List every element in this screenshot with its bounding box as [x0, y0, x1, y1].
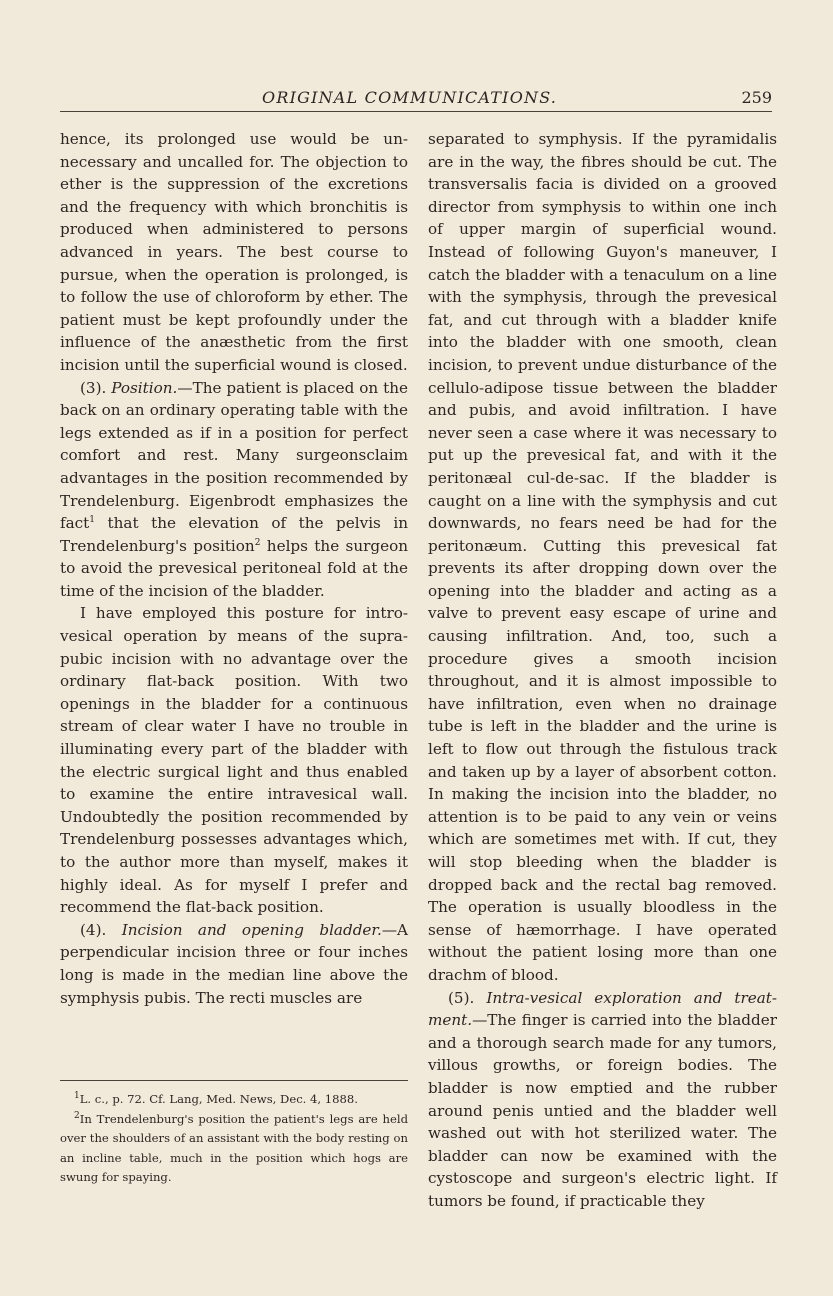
paragraph-exploration: (5). Intra-vesical exploration and treatment.—The finger is carried into the bladder and a thorough search made for any tumors, villous growths, or foreign bodies. The bladder is now emptied and the rubber around penis untied and the bladder well washed out with hot sterilized water. The bladder can now be examined with the cystoscope and surgeon's electric light. If tumors be found, if practicable they	[428, 988, 777, 1210]
footnote-rule	[60, 1080, 408, 1081]
footnote-1: $^1$L. c., p. 72. Cf. Lang, Med. News, Dec. 4, 1888.	[74, 1091, 358, 1106]
right-column	[428, 128, 777, 1213]
page-number: 259	[741, 88, 772, 107]
page-header	[60, 88, 772, 112]
section-title: Intra-vesical exploration and treatment.	[428, 988, 777, 1030]
section-title: Position.	[111, 378, 178, 397]
header-rule	[60, 111, 772, 112]
paragraph: I have employed this posture for introvesical operation by means of the suprapubic incision with no advantage over the ordinary flat-back position. With two openings in the bladder for a continuous stream of clear water I have no trouble in illuminating every part of the bladder with the electric surgical light and thus enabled to examine the entire intravesical wall. Undoubtedly the position recommended by Trendelenburg possesses advantages which, to the author more than myself, makes it highly ideal. As for myself I prefer and recommend the flat-back position.	[60, 604, 408, 917]
footnote-2: $^2$In Trendelenburg's position the patient's legs are held over the shoulders of an assistant with the body resting on an incline table, much in the position which hogs are swung for spaying.	[60, 1110, 408, 1185]
section-number: (3).	[80, 378, 107, 397]
paragraph: hence, its prolonged use would be unnecessary and uncalled for. The objection to ether is the suppression of the excretions and the frequency with which bronchitis is produced when administered to persons advanced in years. The best course to pursue, when the operation is prolonged, is to follow the use of chloroform by ether. The patient must be kept profoundly under the influence of the anæsthetic from the first incision until the superficial wound is closed.	[60, 130, 408, 374]
left-column	[60, 128, 408, 1009]
running-head: ORIGINAL COMMUNICATIONS.	[262, 88, 558, 107]
section-number: (5).	[448, 988, 475, 1007]
footnote-ref: 1	[89, 515, 96, 526]
section-title: Incision and opening bladder.	[121, 920, 382, 939]
paragraph-incision: (4). Incision and opening bladder.—A perpendicular incision three or four inches long is made in the median line above the symphysis pubis. The recti muscles are	[60, 920, 408, 1007]
footnote-ref: 2	[254, 537, 261, 548]
section-number: (4).	[80, 920, 107, 939]
paragraph: separated to symphysis. If the pyramidalis are in the way, the fibres should be cut. The transversalis facia is divided on a grooved director from symphysis to within one inch of upper margin of superficial wound. Instead of following Guyon's maneuver, I catch the bladder with a tenaculum on a line with the symphysis, through the prevesical fat, and cut through with a bladder knife into the bladder with one smooth, clean incision, to prevent undue disturbance of the cellulo-adipose tissue between the bladder and pubis, and avoid infiltration. I have never seen a case where it was necessary to put up the prevesical fat, and with it the peritonæal cul-de-sac. If the bladder is caught on a line with the symphysis and cut downwards, no fears need be had for the peritonæum. Cutting this prevesical fat prevents its after dropping down over the opening into the bladder and acting as a valve to prevent easy escape of urine and causing infiltration. And, too, such a procedure gives a smooth incision throughout, and it is almost impossible to have infiltration, even when no drainage tube is left in the bladder and the urine is left to flow out through the fistulous track and taken up by a layer of absorbent cotton. In making the incision into the bladder, no attention is to be paid to any vein or veins which are sometimes met with. If cut, they will stop bleeding when the bladder is dropped back and the rectal bag removed. The operation is usually bloodless in the sense of hæmorrhage. I have operated without the patient losing more than one drachm of blood.	[428, 130, 777, 984]
paragraph-position: (3). Position.—The patient is placed on the back on an ordinary operating table with the legs extended as if in a position for perfect comfort and rest. Many surgeonsclaim advantages in the position recommended by Trendelenburg. Eigenbrodt emphasizes the fact$^1$ that the elevation of the pelvis in Trendelenburg's position$^2$ helps the surgeon to avoid the prevesical peritoneal fold at the time of the incision of the bladder.	[60, 378, 409, 600]
footnotes	[60, 1090, 408, 1188]
